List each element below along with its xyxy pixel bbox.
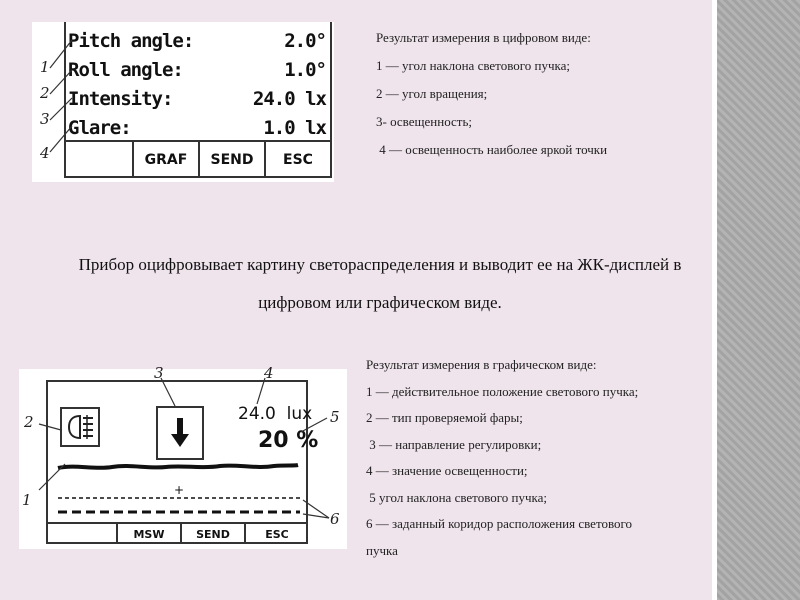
glare-label: Glare: (68, 117, 131, 139)
roll-angle-label: Roll angle: (68, 59, 183, 81)
main-description: Прибор оцифровывает картину светораспределения и выводит ее на ЖК-дисплей в цифровом или графическом виде. (78, 255, 682, 312)
digital-description-item-3: 3- освещенность; (376, 114, 473, 129)
callout-1: 1 (40, 58, 50, 76)
graphic-esc-button[interactable]: ESC (244, 524, 308, 544)
graphic-description-item-3: 3 — направление регулировки; (366, 436, 542, 452)
lcd-row-pitch (68, 30, 330, 56)
digital-description (376, 24, 607, 164)
graphic-intensity-value: 24.0 lux (238, 404, 313, 424)
graphic-callout-6: 6 (330, 510, 340, 528)
msw-button[interactable]: MSW (116, 524, 180, 544)
graphic-description-item-4: 4 — значение освещенности; (366, 463, 528, 478)
graphic-callout-3: 3 (154, 364, 164, 382)
send-button[interactable]: SEND (198, 142, 264, 178)
lcd-row-roll (68, 59, 330, 85)
pitch-angle-label: Pitch angle: (68, 30, 194, 52)
graphic-callout-4: 4 (264, 364, 274, 382)
graphic-send-button[interactable]: SEND (180, 524, 244, 544)
digital-description-title: Результат измерения в цифровом виде: (376, 30, 591, 45)
esc-button[interactable]: ESC (264, 142, 330, 178)
graphic-callout-2: 2 (24, 413, 34, 431)
intensity-label: Intensity: (68, 88, 173, 110)
graphic-description-item-6: 6 — заданный коридор расположения светового (366, 516, 633, 531)
graphic-callout-5: 5 (330, 408, 340, 426)
glare-value: 1.0 lx (263, 117, 326, 139)
digital-display-figure (32, 22, 334, 182)
callout-3: 3 (40, 110, 50, 128)
graphic-callout-leader-lines (19, 360, 349, 550)
lcd-row-intensity (68, 88, 330, 114)
pitch-angle-value: 2.0° (284, 30, 326, 52)
graphic-description-title: Результат измерения в графическом виде: (366, 357, 597, 372)
roll-angle-value: 1.0° (284, 59, 326, 81)
graphic-percent-value: 20 % (258, 428, 319, 453)
callout-4: 4 (40, 144, 50, 162)
graf-button[interactable]: GRAF (132, 142, 198, 178)
graphic-description (366, 352, 638, 564)
digital-description-item-1: 1 — угол наклона светового пучка; (376, 58, 570, 73)
graphic-description-item-1: 1 — действительное положение светового пучка; (366, 383, 639, 399)
digital-description-item-2: 2 — угол вращения; (376, 86, 488, 101)
graphic-callout-1: 1 (22, 491, 32, 509)
intensity-value: 24.0 lx (252, 88, 326, 110)
center-cross-mark: + (174, 483, 185, 497)
graphic-description-item-6-cont: пучка (366, 542, 398, 558)
graphic-description-item-5: 5 угол наклона светового пучка; (366, 489, 547, 505)
decorative-side-strip (712, 0, 800, 600)
digital-description-item-4: 4 — освещенность наиболее яркой точки (376, 142, 608, 157)
graphic-description-item-2: 2 — тип проверяемой фары; (366, 410, 523, 425)
callout-2: 2 (40, 84, 50, 102)
